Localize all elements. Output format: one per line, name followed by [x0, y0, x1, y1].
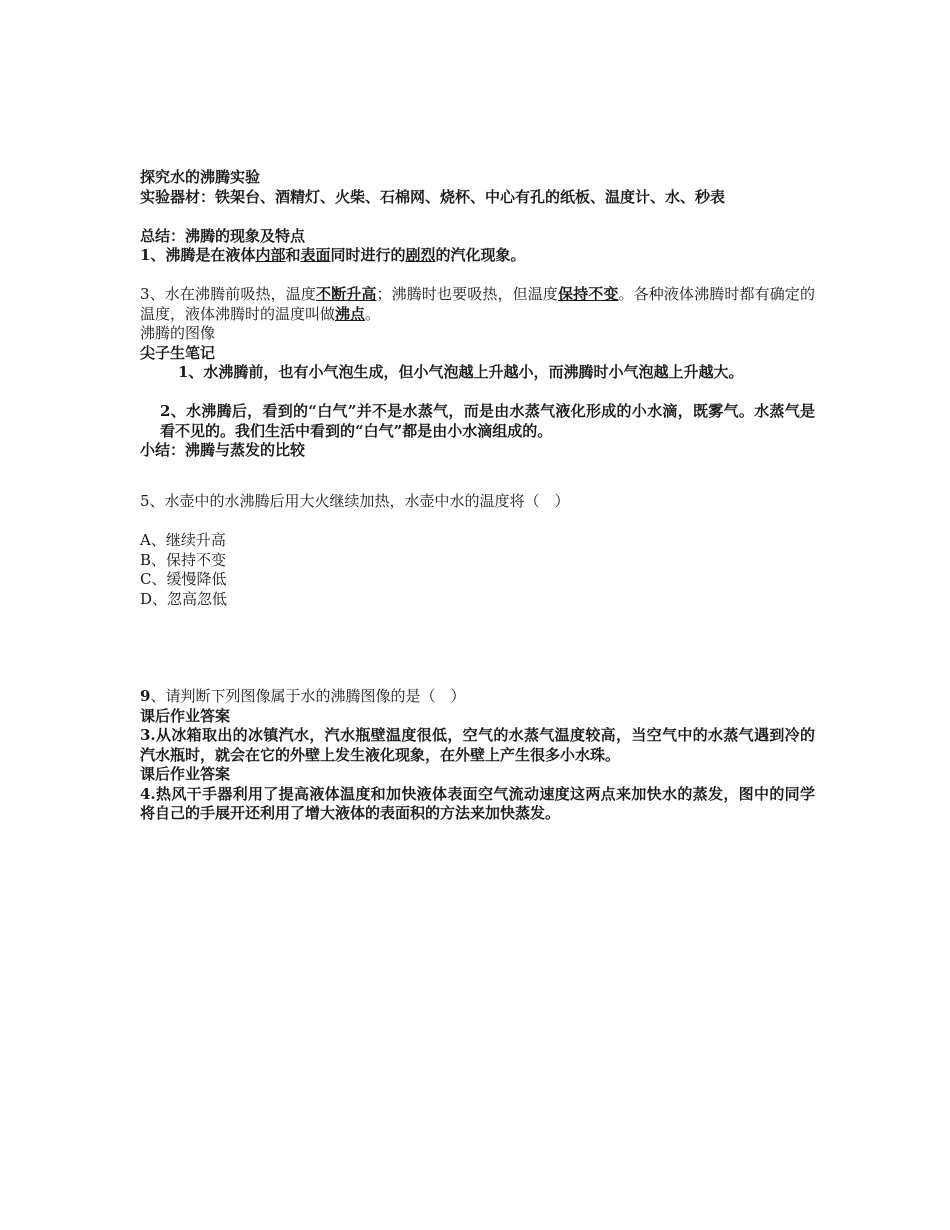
page-title: 探究水的沸腾实验 — [140, 168, 261, 186]
homework-heading-1: 课后作业答案 — [140, 706, 231, 725]
note-2: 2、水沸腾后，看到的“白气”并不是水蒸气，而是由水蒸气液化形成的小水滴，既雾气。水蒸气是看不见的。我们生活中看到的“白气”都是由小水滴组成的。 — [160, 402, 815, 440]
question-9: 9、请判断下列图像属于水的沸腾图像的是（ ） — [140, 687, 466, 705]
graph-heading: 沸腾的图像 — [140, 324, 216, 342]
boiling-point-1: 1、沸腾是在液体内部和表面同时进行的剧烈的汽化现象。 — [140, 246, 526, 264]
q5-option-a: A、继续升高 — [140, 531, 226, 549]
compare-heading: 小结：沸腾与蒸发的比较 — [140, 441, 306, 459]
spacer — [140, 207, 815, 227]
homework-answer-3: 3.从冰箱取出的冰镇汽水，汽水瓶壁温度很低，空气的水蒸气温度较高，当空气中的水蒸气遇到冷的汽水瓶时，就会在它的外壁上发生液化现象，在外壁上产生很多小水珠。 — [140, 726, 815, 764]
boiling-point-3: 3、水在沸腾前吸热，温度不断升高；沸腾时也要吸热，但温度保持不变。各种液体沸腾时都有确定的温度，液体沸腾时的温度叫做沸点。 — [140, 285, 815, 323]
document-body — [140, 168, 815, 824]
spacer — [140, 266, 815, 286]
notes-heading: 尖子生笔记 — [140, 343, 216, 362]
spacer — [140, 609, 815, 687]
spacer — [140, 480, 815, 492]
spacer — [140, 461, 815, 481]
q5-option-d: D、忽高忽低 — [140, 589, 228, 608]
q5-option-b: B、保持不变 — [140, 550, 227, 569]
q5-option-c: C、缓慢降低 — [140, 570, 227, 588]
question-5: 5、水壶中的水沸腾后用大火继续加热，水壶中水的温度将（ ） — [140, 492, 570, 510]
note-1: 1、水沸腾前，也有小气泡生成，但小气泡越上升越小，而沸腾时小气泡越上升越大。 — [178, 363, 744, 381]
homework-answer-4: 4.热风干手器利用了提高液体温度和加快液体表面空气流动速度这两点来加快水的蒸发，图中的同学将自己的手展开还利用了增大液体的表面积的方法来加快蒸发。 — [140, 784, 815, 822]
homework-heading-2: 课后作业答案 — [140, 765, 231, 783]
summary-heading: 总结：沸腾的现象及特点 — [140, 226, 306, 245]
spacer — [140, 512, 815, 532]
spacer — [140, 383, 815, 403]
materials-line: 实验器材：铁架台、酒精灯、火柴、石棉网、烧杯、中心有孔的纸板、温度计、水、秒表 — [140, 187, 726, 206]
